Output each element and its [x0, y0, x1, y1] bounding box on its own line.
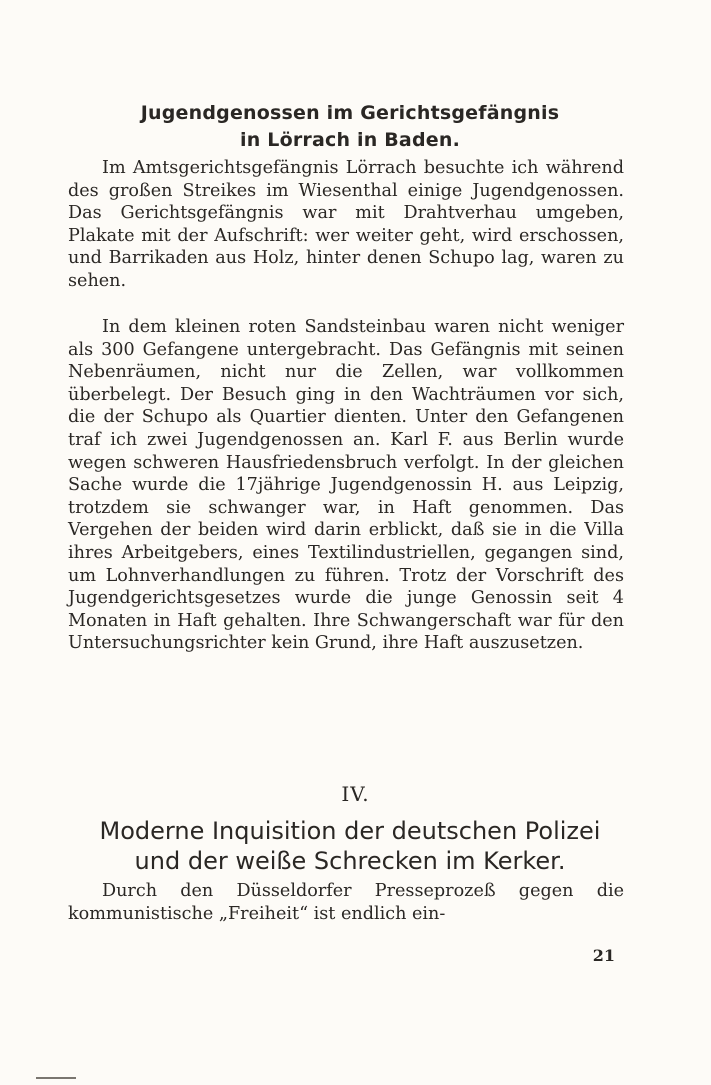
- article-title-line-1: Jugendgenossen im Gerichtsgefängnis: [140, 102, 560, 124]
- article-body-paragraph-1: [68, 157, 624, 293]
- chapter-title-line-1: Moderne Inquisition der deutschen Polizei: [99, 817, 601, 845]
- chapter-numeral: IV.: [341, 782, 370, 806]
- paragraph-text: In dem kleinen roten Sandsteinbau waren nicht weniger als 300 Gefangene untergebracht. Das Gefängnis mit seinen Nebenräumen, nicht nur die Zellen, war vollkommen überbelegt. Der Besuch ging in den Wachträumen vor sich, die der Schupo als Quartier dienten. Unter den Gefangenen traf ich zwei Jugendgenossen an. Karl F. aus Berlin wurde wegen schweren Hausfriedensbruch verfolgt. In der gleichen Sache wurde die 17jährige Jugendgenossin H. aus Leipzig, trotzdem sie schwanger war, in Haft genommen. Das Vergehen der beiden wird darin erblickt, daß sie in die Villa ihres Arbeitgebers, eines Textilindustriellen, gegangen sind, um Lohnverhandlungen zu führen. Trotz der Vorschrift des Jugendgerichtsgesetzes wurde die junge Genossin seit 4 Monaten in Haft gehalten. Ihre Schwangerschaft war für den Untersuchungsrichter kein Grund, ihre Haft auszusetzen.: [68, 317, 624, 654]
- chapter-title-line-2: und der weiße Schrecken im Kerker.: [134, 847, 566, 875]
- paragraph-text: Durch den Düsseldorfer Presseprozeß gegen die kommunistische „Freiheit“ ist endlich ein-: [68, 881, 624, 924]
- article-body-paragraph-2: [68, 316, 624, 655]
- paragraph-text: Im Amtsgerichtsgefängnis Lörrach besuchte ich während des großen Streikes im Wiesenthal einige Jugendgenossen. Das Gerichtsgefängnis war mit Drahtverhau umgeben, Plakate mit der Aufschrift: wer weiter geht, wird erschossen, und Barrikaden aus Holz, hinter denen Schupo lag, waren zu sehen.: [68, 158, 624, 291]
- scan-edge-mark: [36, 1077, 76, 1079]
- article-title-line-2: in Lörrach in Baden.: [240, 129, 460, 151]
- page-number: 21: [592, 946, 615, 965]
- chapter-body-paragraph: [68, 880, 624, 925]
